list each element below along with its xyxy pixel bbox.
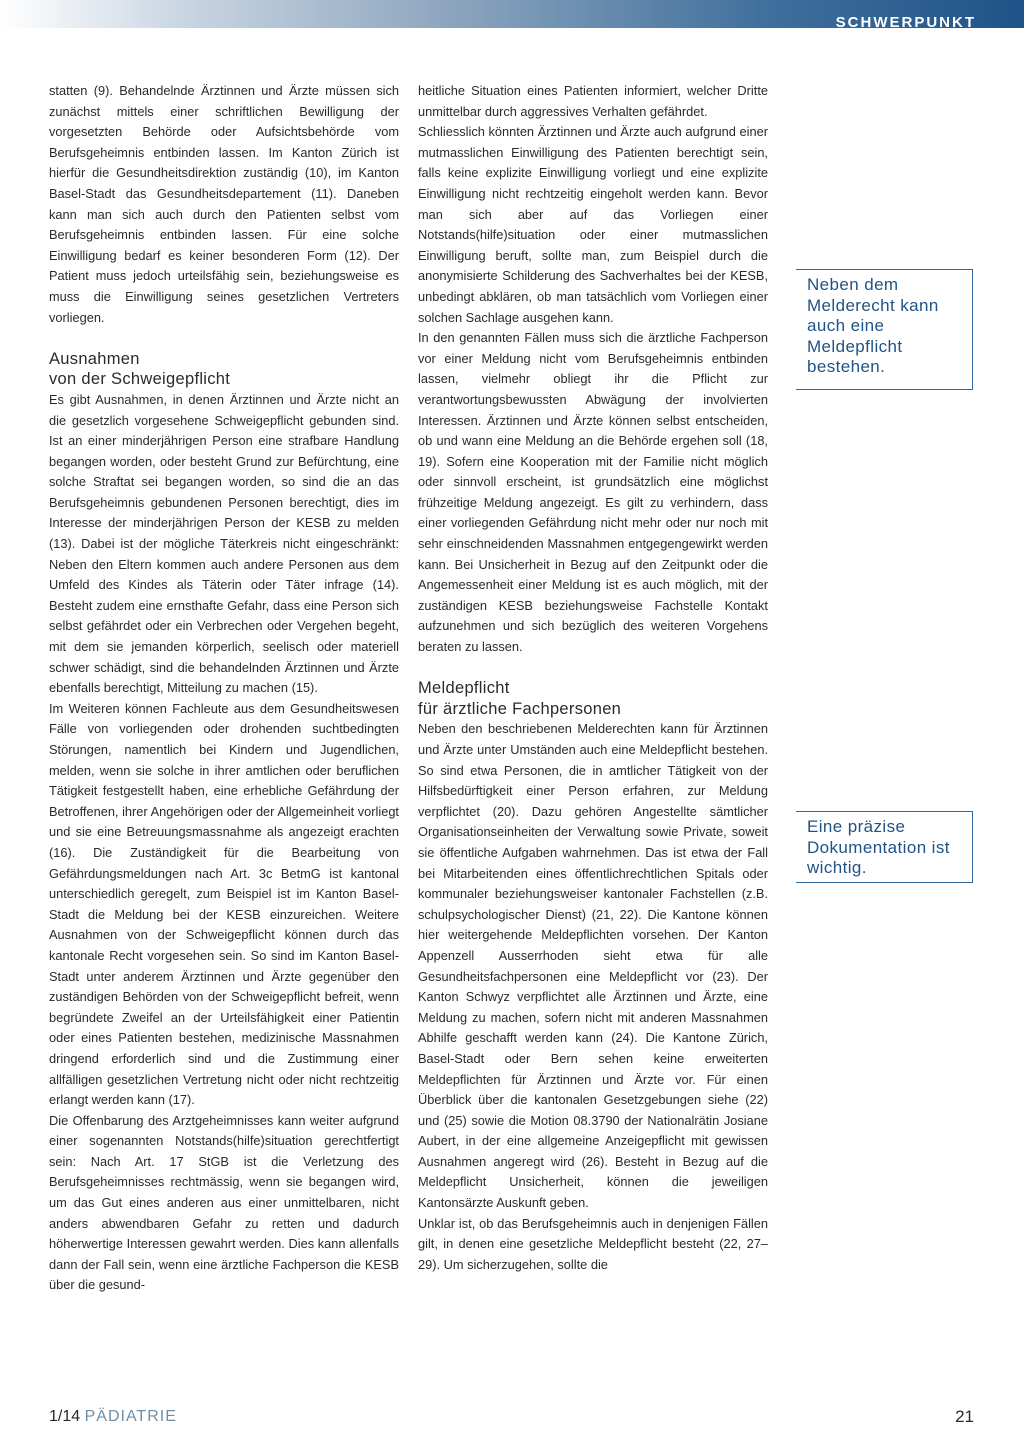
left-column xyxy=(49,81,399,1296)
page-number: 21 xyxy=(955,1407,974,1426)
pullquote: Neben dem Melderecht kann auch eine Meldepflicht bestehen. xyxy=(796,269,973,390)
body-paragraph: Unklar ist, ob das Berufsgeheimnis auch in denjenigen Fällen gilt, in denen eine gesetzliche Meldepflicht besteht (22, 27–29). Um sicherzugehen, sollte die xyxy=(418,1215,768,1272)
body-paragraph: Die Offenbarung des Arztgeheimnisses kann weiter aufgrund einer sogenannten Notstands(hilfe)situation gerechtfertigt sein: Nach Art. 17 StGB ist die Verletzung des Berufsgeheimnisses rechtmässig, wenn sie begangen wird, um das Gut eines anderen aus einer unmittelbaren, nicht anders abwendbaren Gefahr zu retten und dadurch höherwertige Interessen gewahrt werden. Dies kann allenfalls dann der Fall sein, wenn eine ärztliche Fachperson die KESB über die gesund- xyxy=(49,1112,399,1293)
journal-logo: PÄDIATRIE xyxy=(84,1408,177,1425)
body-paragraph: Schliesslich könnten Ärztinnen und Ärzte auch aufgrund einer mutmasslichen Einwilligung des Patienten berechtigt sein, falls keine explizite Einwilligung vorliegt und eine explizite Einwilligung nicht rechtzeitig eingeholt werden kann. Bevor man sich aber auf das Vorliegen einer Notstands(hilfe)situation oder einer mutmasslichen Einwilligung beruft, sollte man, zum Beispiel durch die anonymisierte Schilderung des Sachverhaltes bei der KESB, unbedingt abklären, ob man tatsächlich vom Vorliegen einer solchen Sachlage ausgehen kann. xyxy=(418,124,768,325)
issue-number: 1/14 xyxy=(49,1408,81,1425)
heading-line: Ausnahmen xyxy=(49,349,140,368)
body-paragraph: Im Weiteren können Fachleute aus dem Gesundheitswesen Fälle von vorliegenden oder drohenden suchtbedingten Störungen, namentlich bei Kindern und Jugendlichen, melden, wenn sie solche in ihrer amtlichen oder beruflichen Tätigkeit festgestellt haben, eine erhebliche Gefährdung der Betroffenen, ihrer Angehörigen oder der Allgemeinheit vorliegt und sie eine Betreuungsmassnahme als angezeigt erachten (16). Die Zuständigkeit für die Bearbeitung von Gefährdungsmeldungen nach Art. 3c BetmG ist kantonal unterschiedlich geregelt, zum Beispiel ist im Kanton Basel-Stadt die Meldung bei der KESB einzureichen. Weitere Ausnahmen von der Schweigepflicht können durch das kantonale Recht vorgesehen sein. So sind im Kanton Basel-Stadt unter anderem Ärztinnen und Ärzte gegenüber den zuständigen Behörden von der Schweigepflicht befreit, wenn begründete Zweifel an der Urteilsfähigkeit einer Patientin oder eines Patienten bestehen, medizinische Massnahmen dringend erforderlich sind und die Zustimmung einer allfälligen gesetzlichen Vertretung nicht oder nicht rechtzeitig erlangt werden kann (17). xyxy=(49,700,399,1108)
pullquote: Eine präzise Dokumentation ist wichtig. xyxy=(796,811,973,883)
heading-line: von der Schweigepflicht xyxy=(49,370,231,389)
body-paragraph: Neben den beschriebenen Melderechten kann für Ärztinnen und Ärzte unter Umständen auch eine Meldepflicht bestehen. So sind etwa Personen, die in amtlicher Tätigkeit von der Hilfsbedürftigkeit einer Person erfahren, zur Meldung verpflichtet (20). Dazu gehören Angestellte sämtlicher Organisationseinheiten der Verwaltung sowie Private, soweit sie öffentliche Aufgaben wahrnehmen. Das ist etwa der Fall bei Mitarbeitenden eines öffentlichrechtlichen Spitals oder kommunaler beziehungsweiser kantonaler Fachstellen (z.B. schulpsychologischer Dienst) (21, 22). Die Kantone können hier weitergehende Meldepflichten vorsehen. Der Kanton Appenzell Ausserrhoden sieht etwa für alle Gesundheitsfachpersonen eine Meldepflicht vor (23). Der Kanton Schwyz verpflichtet alle Ärztinnen und Ärzte, eine Meldung zu machen, sofern nicht mit anderen Massnahmen Abhilfe geschafft werden kann (24). Die Kantone Zürich, Basel-Stadt oder Bern sehen keine erweiterten Meldepflichten für Ärztinnen und Ärzte vor. Für einen Überblick über die kantonalen Gesetzgebungen siehe (22) und (25) sowie die Motion 08.3790 der Nationalrätin Josiane Aubert, in der eine allgemeine Anzeigepflicht mit gewissen Ausnahmen angeregt wird (26). Besteht in Bezug auf die Meldepflicht Unsicherheit, können die jeweiligen Kantonsärzte Auskunft geben. xyxy=(418,721,768,1211)
heading-line: für ärztliche Fachpersonen xyxy=(418,699,622,718)
footer-issue xyxy=(49,1408,177,1426)
body-paragraph: statten (9). Behandelnde Ärztinnen und Ärzte müssen sich zunächst mittels einer schriftlichen Bewilligung der vorgesetzten Behörde oder Aufsichtsbehörde vom Berufsgeheimnis entbinden lassen. Im Kanton Zürich ist hierfür die Gesundheitsdirektion zuständig (10), im Kanton Basel-Stadt das Gesundheitsdepartement (11). Daneben kann man sich auch durch den Patienten selbst vom Berufsgeheimnis entbinden lassen. Für eine solche Einwilligung bedarf es keiner besonderen Form (12). Der Patient muss jedoch urteilsfähig sein, beziehungsweise es muss die Einwilligung seines gesetzlichen Vertreters vorliegen. xyxy=(49,83,399,325)
section-heading xyxy=(49,349,399,390)
heading-line: Meldepflicht xyxy=(418,679,510,698)
body-paragraph: Es gibt Ausnahmen, in denen Ärztinnen und Ärzte nicht an die gesetzlich vorgesehene Schweigepflicht gebunden sind. Ist an einer minderjährigen Person eine strafbare Handlung begangen worden, oder besteht Grund zur Befürchtung, eine solche Straftat sei begangen worden, so sind die an das Berufsgeheimnis gebundenen Personen berechtigt, dies im Interesse der minderjährigen Person der KESB zu melden (13). Dabei ist der mögliche Täterkreis nicht eingeschränkt: Neben den Eltern kommen auch andere Personen aus dem Umfeld des Kindes als Täterin oder Täter infrage (14). Besteht zudem eine ernsthafte Gefahr, dass eine Person sich selbst gefährdet oder ein Verbrechen oder Vergehen begeht, mit dem sie jemanden körperlich, seelisch oder materiell schwer schädigt, sind die behandelnden Ärztinnen und Ärzte ebenfalls berechtigt, Mitteilung zu machen (15). xyxy=(49,391,399,696)
right-column xyxy=(418,81,768,1275)
body-paragraph: heitliche Situation eines Patienten informiert, welcher Dritte unmittelbar durch aggressives Verhalten gefährdet. xyxy=(418,83,768,119)
section-label: SCHWERPUNKT xyxy=(835,14,976,31)
body-paragraph: In den genannten Fällen muss sich die ärztliche Fachperson vor einer Meldung nicht vom Berufsgeheimnis entbinden lassen, vielmehr obliegt ihr die Pflicht zur verantwortungsbewussten Abwägung der involvierten Interessen. Ärztinnen und Ärzte können selbst entscheiden, ob und wann eine Meldung an die Behörde ergehen soll (18, 19). Sofern eine Kooperation mit der Familie nicht möglich oder sinnvoll erscheint, ist grundsätzlich eine möglichst frühzeitige Meldung angezeigt. Es gilt zu verhindern, dass einer vorliegenden Gefährdung nicht mehr oder nur noch mit sehr einschneidenden Massnahmen entgegengewirkt werden kann. Bei Unsicherheit in Bezug auf den Zeitpunkt oder die Angemessenheit einer Meldung ist es auch möglich, mit der zuständigen KESB beziehungsweise Fachstelle Kontakt aufzunehmen und sich bezüglich des weiteren Vorgehens beraten zu lassen. xyxy=(418,330,768,655)
section-heading xyxy=(418,678,768,719)
